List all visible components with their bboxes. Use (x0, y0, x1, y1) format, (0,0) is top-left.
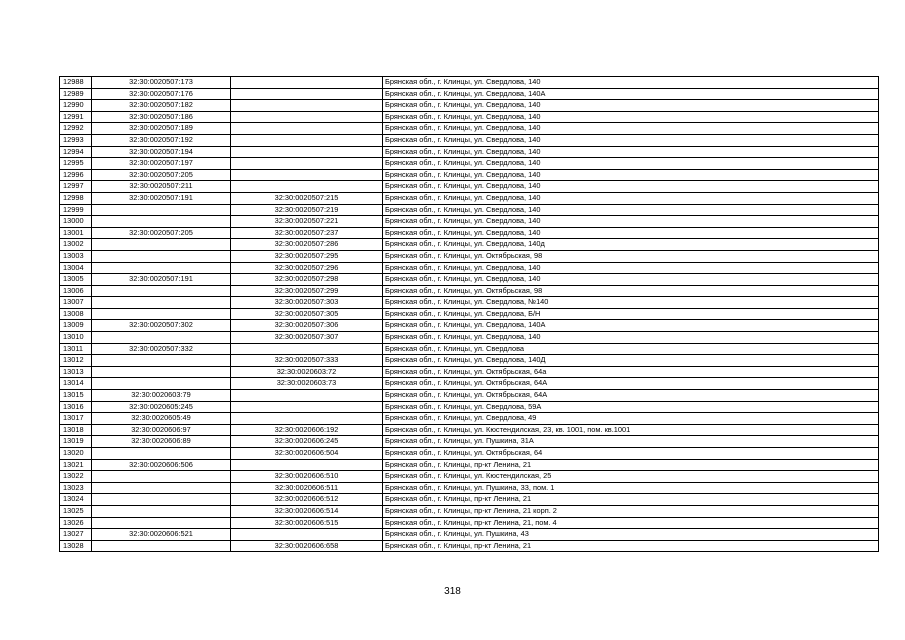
table-row (60, 413, 879, 425)
address-cell: Брянская обл., г. Клинцы, ул. Свердлова, 140 (383, 111, 879, 123)
cadastral-number-cell: 32:30:0020507:192 (92, 134, 231, 146)
row-number-cell: 13015 (60, 390, 92, 402)
linked-cadastral-number-cell: 32:30:0020606:514 (231, 505, 383, 517)
table-row (60, 297, 879, 309)
cadastral-number-cell (92, 540, 231, 552)
row-number-cell: 13017 (60, 413, 92, 425)
table-row (60, 216, 879, 228)
cadastral-number-cell: 32:30:0020507:176 (92, 88, 231, 100)
linked-cadastral-number-cell: 32:30:0020507:221 (231, 216, 383, 228)
linked-cadastral-number-cell: 32:30:0020606:511 (231, 482, 383, 494)
table-row (60, 158, 879, 170)
cadastral-number-cell: 32:30:0020507:173 (92, 77, 231, 89)
address-cell: Брянская обл., г. Клинцы, ул. Пушкина, 31А (383, 436, 879, 448)
address-cell: Брянская обл., г. Клинцы, ул. Кюстендилская, 23, кв. 1001, пом. кв.1001 (383, 424, 879, 436)
address-cell: Брянская обл., г. Клинцы, ул. Свердлова, 59А (383, 401, 879, 413)
row-number-cell: 13013 (60, 366, 92, 378)
address-cell: Брянская обл., г. Клинцы, ул. Октябрьская, 64А (383, 378, 879, 390)
cadastral-number-cell: 32:30:0020606:97 (92, 424, 231, 436)
row-number-cell: 13028 (60, 540, 92, 552)
linked-cadastral-number-cell (231, 123, 383, 135)
row-number-cell: 13005 (60, 274, 92, 286)
table-row (60, 181, 879, 193)
linked-cadastral-number-cell: 32:30:0020507:296 (231, 262, 383, 274)
row-number-cell: 12990 (60, 100, 92, 112)
row-number-cell: 12989 (60, 88, 92, 100)
cadastral-number-cell (92, 297, 231, 309)
linked-cadastral-number-cell (231, 158, 383, 170)
cadastral-number-cell: 32:30:0020507:182 (92, 100, 231, 112)
cadastral-number-cell: 32:30:0020507:205 (92, 169, 231, 181)
address-cell: Брянская обл., г. Клинцы, ул. Свердлова, 140 (383, 169, 879, 181)
cadastral-number-cell (92, 216, 231, 228)
linked-cadastral-number-cell (231, 390, 383, 402)
address-cell: Брянская обл., г. Клинцы, ул. Свердлова, 140 (383, 146, 879, 158)
linked-cadastral-number-cell: 32:30:0020507:299 (231, 285, 383, 297)
address-cell: Брянская обл., г. Клинцы, ул. Свердлова (383, 343, 879, 355)
table-row (60, 77, 879, 89)
linked-cadastral-number-cell (231, 181, 383, 193)
linked-cadastral-number-cell: 32:30:0020507:237 (231, 227, 383, 239)
linked-cadastral-number-cell: 32:30:0020603:73 (231, 378, 383, 390)
row-number-cell: 12992 (60, 123, 92, 135)
cadastral-number-cell: 32:30:0020507:211 (92, 181, 231, 193)
cadastral-number-cell (92, 262, 231, 274)
table-row (60, 308, 879, 320)
cadastral-number-cell: 32:30:0020507:302 (92, 320, 231, 332)
table-row (60, 169, 879, 181)
cadastral-number-cell (92, 250, 231, 262)
address-cell: Брянская обл., г. Клинцы, ул. Свердлова, 49 (383, 413, 879, 425)
cadastral-number-cell: 32:30:0020606:521 (92, 529, 231, 541)
address-cell: Брянская обл., г. Клинцы, ул. Свердлова, 140 (383, 262, 879, 274)
table-row (60, 505, 879, 517)
row-number-cell: 12999 (60, 204, 92, 216)
address-cell: Брянская обл., г. Клинцы, пр-кт Ленина, 21 корп. 2 (383, 505, 879, 517)
linked-cadastral-number-cell (231, 529, 383, 541)
row-number-cell: 13026 (60, 517, 92, 529)
address-cell: Брянская обл., г. Клинцы, ул. Свердлова, 140А (383, 88, 879, 100)
table-row (60, 239, 879, 251)
cadastral-number-cell (92, 471, 231, 483)
table-row (60, 192, 879, 204)
row-number-cell: 13019 (60, 436, 92, 448)
linked-cadastral-number-cell (231, 134, 383, 146)
address-cell: Брянская обл., г. Клинцы, ул. Свердлова, 140 (383, 100, 879, 112)
address-cell: Брянская обл., г. Клинцы, ул. Свердлова, 140А (383, 320, 879, 332)
cadastral-number-cell: 32:30:0020507:205 (92, 227, 231, 239)
row-number-cell: 13027 (60, 529, 92, 541)
linked-cadastral-number-cell: 32:30:0020606:512 (231, 494, 383, 506)
linked-cadastral-number-cell: 32:30:0020507:219 (231, 204, 383, 216)
table-row (60, 227, 879, 239)
table-row (60, 355, 879, 367)
linked-cadastral-number-cell: 32:30:0020603:72 (231, 366, 383, 378)
table-row (60, 123, 879, 135)
registry-table-container (59, 76, 879, 552)
table-row (60, 88, 879, 100)
address-cell: Брянская обл., г. Клинцы, ул. Свердлова, Б/Н (383, 308, 879, 320)
address-cell: Брянская обл., г. Клинцы, ул. Октябрьская, 98 (383, 285, 879, 297)
registry-table (59, 76, 879, 552)
linked-cadastral-number-cell: 32:30:0020507:306 (231, 320, 383, 332)
address-cell: Брянская обл., г. Клинцы, ул. Октябрьская, 98 (383, 250, 879, 262)
row-number-cell: 13007 (60, 297, 92, 309)
row-number-cell: 13022 (60, 471, 92, 483)
cadastral-number-cell: 32:30:0020605:245 (92, 401, 231, 413)
linked-cadastral-number-cell: 32:30:0020606:510 (231, 471, 383, 483)
linked-cadastral-number-cell: 32:30:0020507:215 (231, 192, 383, 204)
table-row (60, 320, 879, 332)
table-row (60, 250, 879, 262)
table-row (60, 274, 879, 286)
table-row (60, 517, 879, 529)
cadastral-number-cell (92, 239, 231, 251)
cadastral-number-cell: 32:30:0020603:79 (92, 390, 231, 402)
address-cell: Брянская обл., г. Клинцы, ул. Свердлова, 140 (383, 192, 879, 204)
cadastral-number-cell: 32:30:0020507:194 (92, 146, 231, 158)
linked-cadastral-number-cell: 32:30:0020507:303 (231, 297, 383, 309)
address-cell: Брянская обл., г. Клинцы, ул. Свердлова, 140 (383, 204, 879, 216)
linked-cadastral-number-cell: 32:30:0020606:192 (231, 424, 383, 436)
cadastral-number-cell: 32:30:0020507:332 (92, 343, 231, 355)
cadastral-number-cell: 32:30:0020507:197 (92, 158, 231, 170)
row-number-cell: 13006 (60, 285, 92, 297)
row-number-cell: 12998 (60, 192, 92, 204)
table-row (60, 459, 879, 471)
table-row (60, 424, 879, 436)
address-cell: Брянская обл., г. Клинцы, ул. Октябрьская, 64 (383, 448, 879, 460)
linked-cadastral-number-cell (231, 169, 383, 181)
row-number-cell: 13002 (60, 239, 92, 251)
row-number-cell: 13008 (60, 308, 92, 320)
address-cell: Брянская обл., г. Клинцы, ул. Свердлова, 140 (383, 134, 879, 146)
row-number-cell: 13000 (60, 216, 92, 228)
registry-table-body (60, 77, 879, 552)
row-number-cell: 13024 (60, 494, 92, 506)
address-cell: Брянская обл., г. Клинцы, ул. Свердлова, 140 (383, 227, 879, 239)
address-cell: Брянская обл., г. Клинцы, ул. Октябрьская, 64а (383, 366, 879, 378)
table-row (60, 390, 879, 402)
cadastral-number-cell: 32:30:0020507:189 (92, 123, 231, 135)
row-number-cell: 13023 (60, 482, 92, 494)
row-number-cell: 13004 (60, 262, 92, 274)
address-cell: Брянская обл., г. Клинцы, пр-кт Ленина, 21 (383, 540, 879, 552)
linked-cadastral-number-cell: 32:30:0020507:295 (231, 250, 383, 262)
linked-cadastral-number-cell: 32:30:0020507:305 (231, 308, 383, 320)
cadastral-number-cell: 32:30:0020507:191 (92, 274, 231, 286)
cadastral-number-cell (92, 308, 231, 320)
table-row (60, 494, 879, 506)
cadastral-number-cell (92, 285, 231, 297)
table-row (60, 100, 879, 112)
table-row (60, 448, 879, 460)
address-cell: Брянская обл., г. Клинцы, пр-кт Ленина, 21 (383, 459, 879, 471)
cadastral-number-cell: 32:30:0020507:186 (92, 111, 231, 123)
cadastral-number-cell (92, 494, 231, 506)
row-number-cell: 12995 (60, 158, 92, 170)
linked-cadastral-number-cell: 32:30:0020606:245 (231, 436, 383, 448)
row-number-cell: 12994 (60, 146, 92, 158)
row-number-cell: 13010 (60, 332, 92, 344)
linked-cadastral-number-cell: 32:30:0020507:333 (231, 355, 383, 367)
linked-cadastral-number-cell: 32:30:0020507:298 (231, 274, 383, 286)
cadastral-number-cell (92, 378, 231, 390)
row-number-cell: 13003 (60, 250, 92, 262)
address-cell: Брянская обл., г. Клинцы, ул. Свердлова, 140 (383, 332, 879, 344)
row-number-cell: 13011 (60, 343, 92, 355)
linked-cadastral-number-cell (231, 111, 383, 123)
address-cell: Брянская обл., г. Клинцы, ул. Свердлова, 140 (383, 158, 879, 170)
row-number-cell: 13016 (60, 401, 92, 413)
cadastral-number-cell: 32:30:0020606:89 (92, 436, 231, 448)
table-row (60, 401, 879, 413)
address-cell: Брянская обл., г. Клинцы, ул. Пушкина, 43 (383, 529, 879, 541)
linked-cadastral-number-cell (231, 100, 383, 112)
cadastral-number-cell (92, 366, 231, 378)
linked-cadastral-number-cell (231, 401, 383, 413)
cadastral-number-cell (92, 332, 231, 344)
table-row (60, 482, 879, 494)
table-row (60, 378, 879, 390)
row-number-cell: 13020 (60, 448, 92, 460)
address-cell: Брянская обл., г. Клинцы, ул. Свердлова, 140 (383, 77, 879, 89)
table-row (60, 285, 879, 297)
row-number-cell: 13021 (60, 459, 92, 471)
table-row (60, 540, 879, 552)
cadastral-number-cell: 32:30:0020606:506 (92, 459, 231, 471)
address-cell: Брянская обл., г. Клинцы, пр-кт Ленина, 21, пом. 4 (383, 517, 879, 529)
table-row (60, 343, 879, 355)
row-number-cell: 13001 (60, 227, 92, 239)
address-cell: Брянская обл., г. Клинцы, ул. Октябрьская, 64А (383, 390, 879, 402)
address-cell: Брянская обл., г. Клинцы, ул. Свердлова, 140 (383, 274, 879, 286)
cadastral-number-cell: 32:30:0020507:191 (92, 192, 231, 204)
table-row (60, 134, 879, 146)
linked-cadastral-number-cell (231, 343, 383, 355)
linked-cadastral-number-cell: 32:30:0020507:307 (231, 332, 383, 344)
table-row (60, 146, 879, 158)
cadastral-number-cell (92, 448, 231, 460)
address-cell: Брянская обл., г. Клинцы, ул. Свердлова, 140д (383, 239, 879, 251)
linked-cadastral-number-cell (231, 459, 383, 471)
row-number-cell: 12997 (60, 181, 92, 193)
row-number-cell: 12988 (60, 77, 92, 89)
row-number-cell: 13012 (60, 355, 92, 367)
table-row (60, 204, 879, 216)
address-cell: Брянская обл., г. Клинцы, ул. Свердлова, 140 (383, 123, 879, 135)
cadastral-number-cell (92, 505, 231, 517)
row-number-cell: 13025 (60, 505, 92, 517)
table-row (60, 262, 879, 274)
table-row (60, 332, 879, 344)
cadastral-number-cell (92, 355, 231, 367)
row-number-cell: 12991 (60, 111, 92, 123)
linked-cadastral-number-cell: 32:30:0020606:658 (231, 540, 383, 552)
row-number-cell: 13009 (60, 320, 92, 332)
table-row (60, 111, 879, 123)
table-row (60, 529, 879, 541)
table-row (60, 471, 879, 483)
cadastral-number-cell: 32:30:0020605:49 (92, 413, 231, 425)
row-number-cell: 12993 (60, 134, 92, 146)
linked-cadastral-number-cell (231, 413, 383, 425)
address-cell: Брянская обл., г. Клинцы, ул. Свердлова, 140 (383, 181, 879, 193)
address-cell: Брянская обл., г. Клинцы, ул. Кюстендилская, 25 (383, 471, 879, 483)
linked-cadastral-number-cell (231, 77, 383, 89)
linked-cadastral-number-cell (231, 146, 383, 158)
table-row (60, 366, 879, 378)
cadastral-number-cell (92, 482, 231, 494)
linked-cadastral-number-cell: 32:30:0020606:515 (231, 517, 383, 529)
address-cell: Брянская обл., г. Клинцы, пр-кт Ленина, 21 (383, 494, 879, 506)
row-number-cell: 13014 (60, 378, 92, 390)
address-cell: Брянская обл., г. Клинцы, ул. Свердлова, №140 (383, 297, 879, 309)
row-number-cell: 13018 (60, 424, 92, 436)
linked-cadastral-number-cell: 32:30:0020507:286 (231, 239, 383, 251)
cadastral-number-cell (92, 517, 231, 529)
row-number-cell: 12996 (60, 169, 92, 181)
address-cell: Брянская обл., г. Клинцы, ул. Пушкина, 33, пом. 1 (383, 482, 879, 494)
linked-cadastral-number-cell: 32:30:0020606:504 (231, 448, 383, 460)
address-cell: Брянская обл., г. Клинцы, ул. Свердлова, 140Д (383, 355, 879, 367)
address-cell: Брянская обл., г. Клинцы, ул. Свердлова, 140 (383, 216, 879, 228)
cadastral-number-cell (92, 204, 231, 216)
page-number: 318 (444, 586, 461, 597)
table-row (60, 436, 879, 448)
linked-cadastral-number-cell (231, 88, 383, 100)
